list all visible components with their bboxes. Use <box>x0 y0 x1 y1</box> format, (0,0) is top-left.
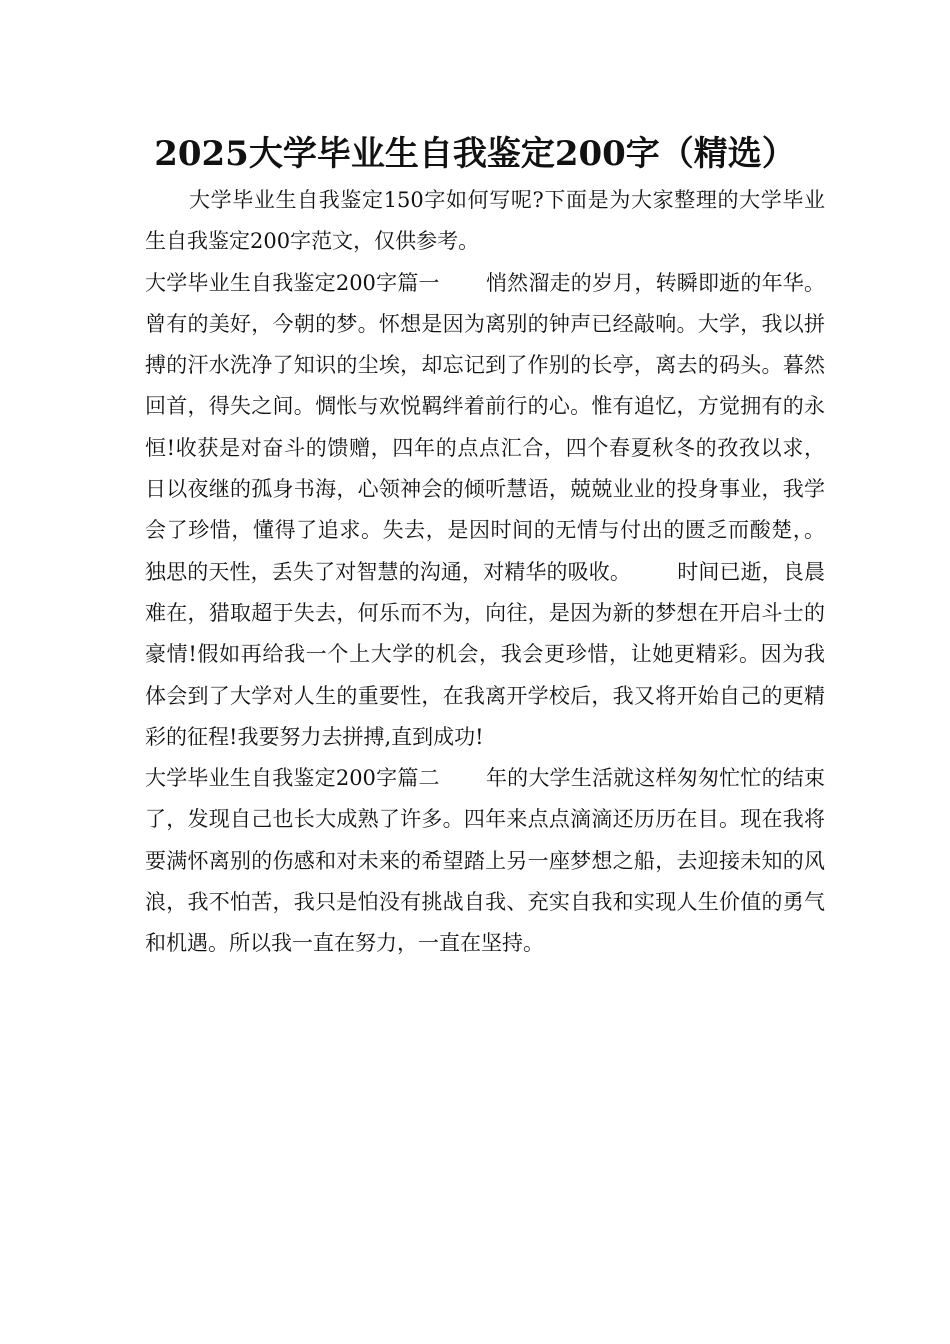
document-title: 2025大学毕业生自我鉴定200字（精选） <box>154 134 796 174</box>
document-body <box>145 180 825 965</box>
intro-paragraph: 大学毕业生自我鉴定150字如何写呢?下面是为大家整理的大学毕业生自我鉴定200字范文，仅供参考。 <box>145 188 825 254</box>
section-one-text-part1: 悄然溜走的岁月，转瞬即逝的年华。曾有的美好，今朝的梦。怀想是因为离别的钟声已经敲响。大学，我以拼搏的汗水洗净了知识的尘埃，却忘记到了作别的长亭，离去的码头。暮然回首，得失之间。惆怅与欢悦羁绊着前行的心。惟有追忆，方觉拥有的永恒!收获是对奋斗的馈赠，四年的点点汇合，四个春夏秋冬的孜孜以求，日以夜继的孤身书海，心领神会的倾听慧语，兢兢业业的投身事业，我学会了珍惜，懂得了追求。失去，是因时间的无情与付出的匮乏而酸楚，。独思的天性，丢失了对智慧的沟通，对精华的吸收。 <box>145 270 825 584</box>
section-two-paragraph <box>145 758 825 964</box>
section-two-text-part1: 年的大学生活就这样匆匆忙忙的结束了，发现自己也长大成熟了许多。四年来点点滴滴还历历在目。现在我将要满怀离别的伤感和对未来的希望踏上另一座梦想之船，去迎接未知的风浪，我不怕苦，我只是怕没有挑战自我、充实自我和实现人生价值的勇气和机遇。所以我一直在努力，一直在坚持。 <box>145 766 825 956</box>
section-two-heading: 大学毕业生自我鉴定200字篇二 <box>145 766 440 791</box>
section-one-heading: 大学毕业生自我鉴定200字篇一 <box>145 270 440 295</box>
section-one-text-part2: 时间已逝，良晨难在，猎取超于失去，何乐而不为，向往，是因为新的梦想在开启斗士的豪情!假如再给我一个上大学的机会，我会更珍惜，让她更精彩。因为我体会到了大学对人生的重要性，在我离开学校后，我又将开始自己的更精彩的征程!我要努力去拼搏,直到成功! <box>145 559 826 749</box>
section-one-paragraph <box>145 263 825 759</box>
